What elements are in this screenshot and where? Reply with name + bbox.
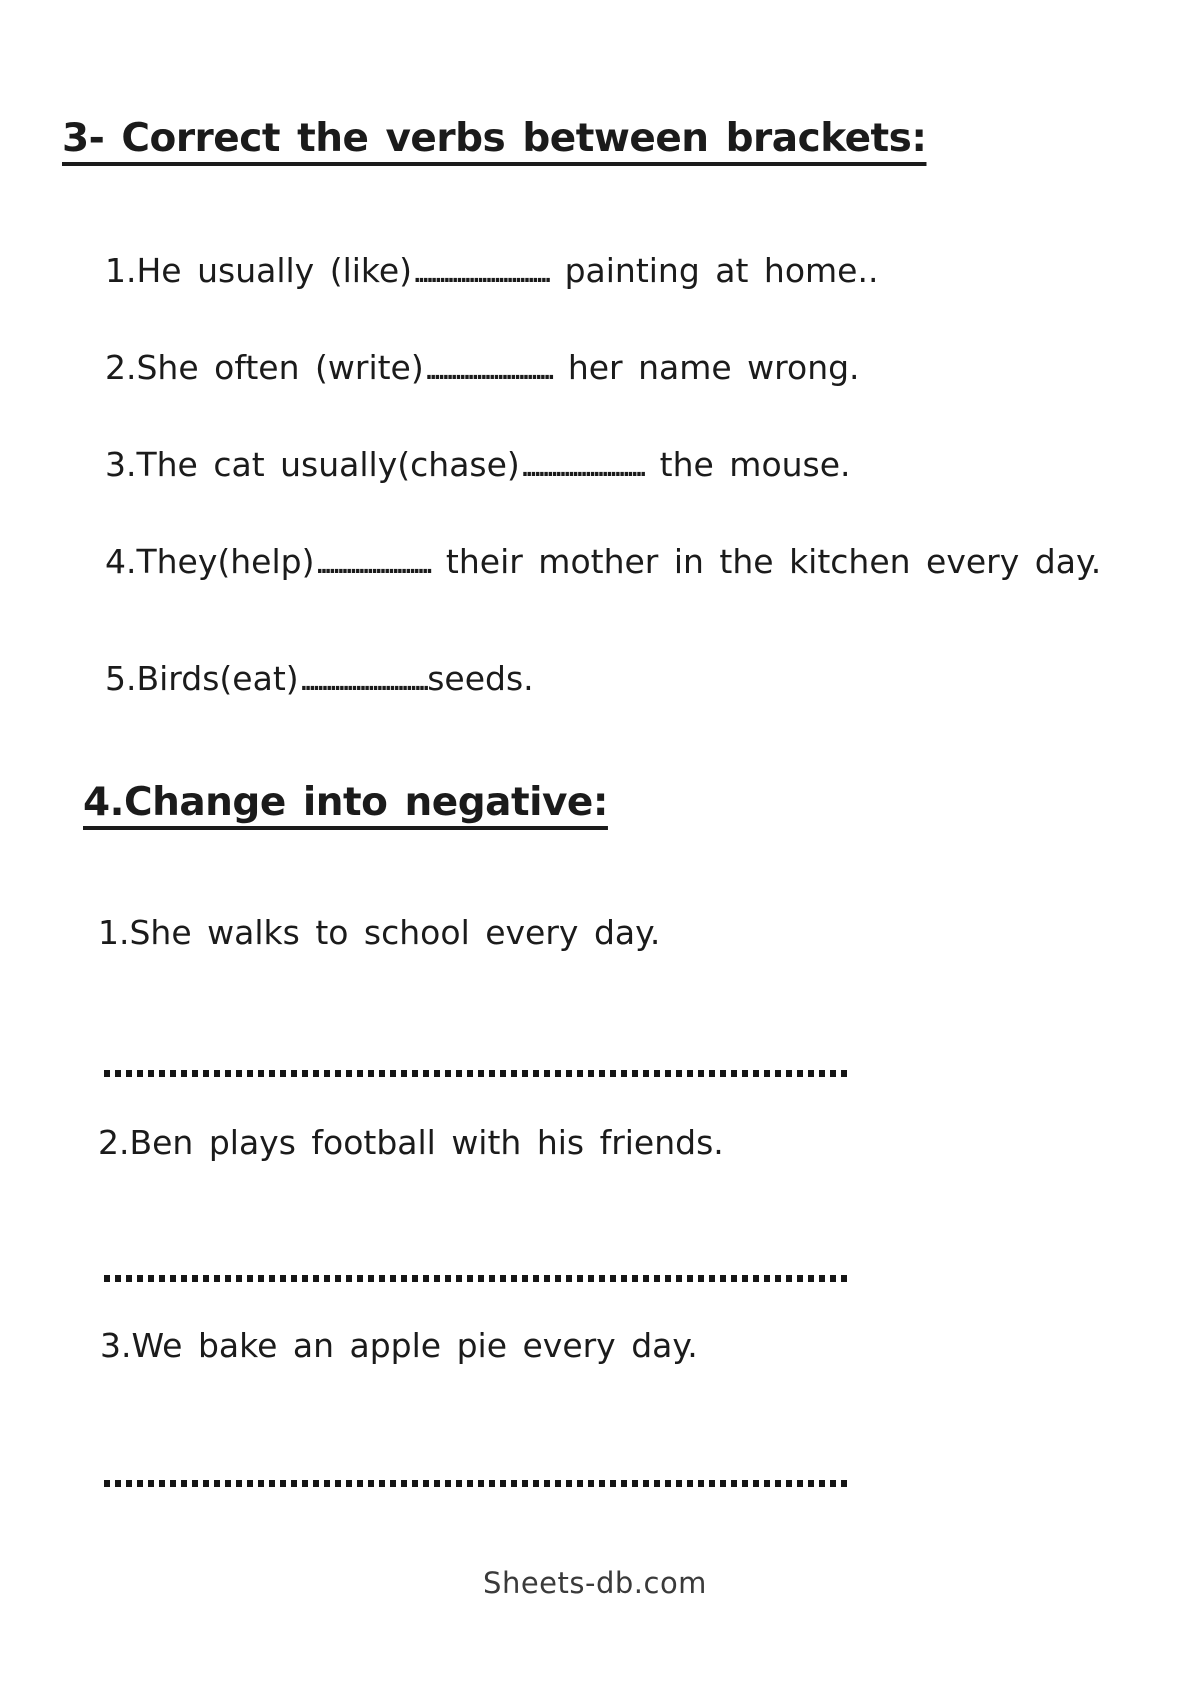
fill-item-1: [105, 252, 878, 290]
answer-line-3: [104, 1480, 850, 1487]
section4-title: 4.Change into negative:: [83, 780, 608, 825]
footer-site-text: Sheets-db.com: [483, 1566, 707, 1600]
negative-sentence-3: 3.We bake an apple pie every day.: [100, 1326, 698, 1365]
negative-sentence-1: 1.She walks to school every day.: [98, 913, 661, 952]
fill-item-4-blank: ...........................: [314, 542, 429, 581]
answer-line-2: [104, 1275, 850, 1282]
fill-item-4-before: 4.They(help): [105, 542, 315, 581]
fill-item-2-after: her name wrong.: [552, 348, 860, 387]
fill-item-3-before: 3.The cat usually(chase): [105, 445, 520, 484]
fill-item-5-blank: ..............................: [298, 659, 426, 698]
fill-item-2: [105, 349, 860, 387]
fill-item-5-before: 5.Birds(eat): [105, 659, 299, 698]
fill-item-4-after: their mother in the kitchen every day.: [430, 542, 1102, 581]
fill-item-5: [105, 660, 534, 698]
fill-item-2-blank: ..............................: [423, 348, 551, 387]
fill-item-1-after: painting at home..: [549, 251, 879, 290]
fill-item-4: [105, 543, 1101, 581]
fill-item-2-before: 2.She often (write): [105, 348, 424, 387]
fill-item-1-blank: ................................: [412, 251, 548, 290]
section3-title: 3- Correct the verbs between brackets:: [62, 116, 927, 161]
fill-item-3-after: the mouse.: [644, 445, 851, 484]
answer-line-1: [104, 1070, 850, 1077]
fill-item-3: [105, 446, 851, 484]
fill-item-5-after: seeds.: [427, 659, 534, 698]
fill-item-3-blank: .............................: [519, 445, 643, 484]
fill-item-1-before: 1.He usually (like): [105, 251, 413, 290]
negative-sentence-2: 2.Ben plays football with his friends.: [98, 1123, 724, 1162]
